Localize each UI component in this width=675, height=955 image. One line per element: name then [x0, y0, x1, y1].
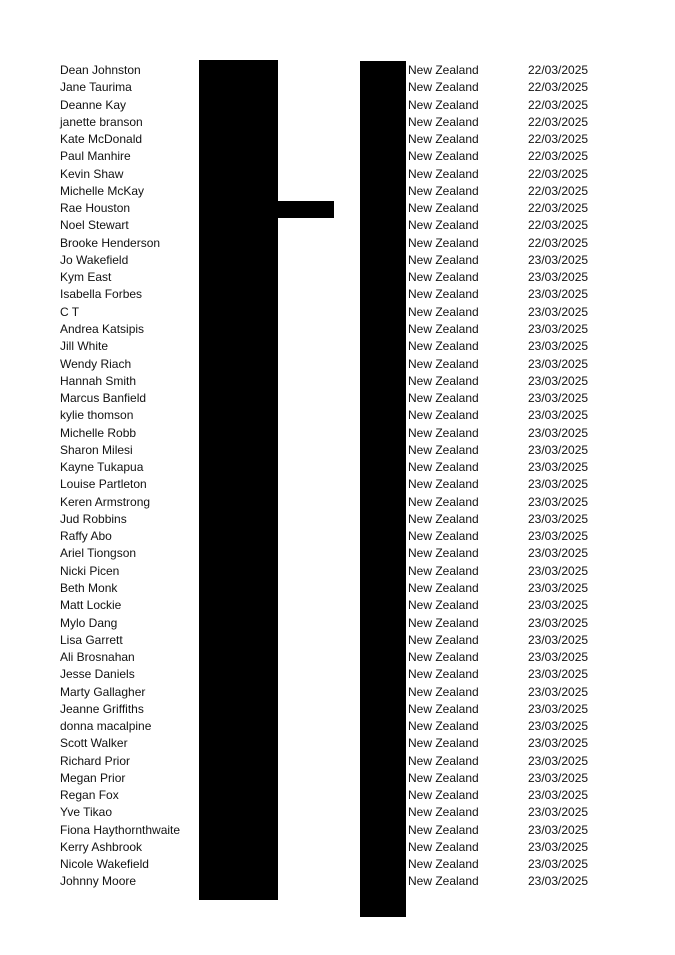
name-cell: Beth Monk: [60, 580, 118, 595]
country-cell: New Zealand: [408, 218, 479, 233]
country-cell: New Zealand: [408, 684, 479, 699]
name-cell: Deanne Kay: [60, 97, 127, 112]
table-row: [0, 425, 675, 442]
country-cell: New Zealand: [408, 494, 479, 509]
date-cell: 23/03/2025: [528, 270, 589, 285]
name-cell: Jud Robbins: [60, 511, 127, 526]
name-cell: Raffy Abo: [60, 529, 112, 544]
table-row: [0, 269, 675, 286]
country-cell: New Zealand: [408, 201, 479, 216]
date-cell: 22/03/2025: [528, 218, 589, 233]
country-cell: New Zealand: [408, 339, 479, 354]
date-cell: 23/03/2025: [528, 494, 589, 509]
table-row: [0, 753, 675, 770]
country-cell: New Zealand: [408, 753, 479, 768]
entry-list: [0, 62, 675, 891]
table-row: [0, 615, 675, 632]
name-cell: Kym East: [60, 270, 112, 285]
date-cell: 22/03/2025: [528, 183, 589, 198]
country-cell: New Zealand: [408, 615, 479, 630]
name-cell: Marty Gallagher: [60, 684, 146, 699]
name-cell: Sharon Milesi: [60, 442, 133, 457]
date-cell: 23/03/2025: [528, 822, 589, 837]
country-cell: New Zealand: [408, 839, 479, 854]
name-cell: Lisa Garrett: [60, 632, 123, 647]
date-cell: 23/03/2025: [528, 425, 589, 440]
date-cell: 22/03/2025: [528, 80, 589, 95]
date-cell: 23/03/2025: [528, 753, 589, 768]
date-cell: 23/03/2025: [528, 546, 589, 561]
country-cell: New Zealand: [408, 252, 479, 267]
country-cell: New Zealand: [408, 183, 479, 198]
table-row: [0, 666, 675, 683]
name-cell: Rae Houston: [60, 201, 131, 216]
country-cell: New Zealand: [408, 270, 479, 285]
country-cell: New Zealand: [408, 97, 479, 112]
table-row: [0, 684, 675, 701]
table-row: [0, 321, 675, 338]
name-cell: Jill White: [60, 339, 109, 354]
country-cell: New Zealand: [408, 373, 479, 388]
country-cell: New Zealand: [408, 546, 479, 561]
name-cell: Wendy Riach: [60, 356, 132, 371]
table-row: [0, 511, 675, 528]
country-cell: New Zealand: [408, 80, 479, 95]
name-cell: Jane Taurima: [60, 80, 132, 95]
name-cell: Keren Armstrong: [60, 494, 151, 509]
country-cell: New Zealand: [408, 770, 479, 785]
country-cell: New Zealand: [408, 632, 479, 647]
table-row: [0, 476, 675, 493]
name-cell: Isabella Forbes: [60, 287, 143, 302]
country-cell: New Zealand: [408, 736, 479, 751]
date-cell: 23/03/2025: [528, 477, 589, 492]
table-row: [0, 304, 675, 321]
date-cell: 22/03/2025: [528, 201, 589, 216]
country-cell: New Zealand: [408, 460, 479, 475]
date-cell: 23/03/2025: [528, 857, 589, 872]
name-cell: Regan Fox: [60, 788, 119, 803]
table-row: [0, 183, 675, 200]
name-cell: Michelle McKay: [60, 183, 145, 198]
country-cell: New Zealand: [408, 598, 479, 613]
country-cell: New Zealand: [408, 529, 479, 544]
name-cell: Noel Stewart: [60, 218, 129, 233]
country-cell: New Zealand: [408, 874, 479, 889]
country-cell: New Zealand: [408, 425, 479, 440]
country-cell: New Zealand: [408, 63, 479, 77]
table-row: [0, 166, 675, 183]
country-cell: New Zealand: [408, 304, 479, 319]
date-cell: 23/03/2025: [528, 339, 589, 354]
name-cell: Yve Tikao: [60, 805, 113, 820]
date-cell: 23/03/2025: [528, 563, 589, 578]
name-cell: Jo Wakefield: [60, 252, 129, 267]
name-cell: Marcus Banfield: [60, 391, 147, 406]
country-cell: New Zealand: [408, 356, 479, 371]
table-row: [0, 407, 675, 424]
table-row: [0, 804, 675, 821]
table-row: [0, 545, 675, 562]
name-cell: Michelle Robb: [60, 425, 137, 440]
country-cell: New Zealand: [408, 805, 479, 820]
name-cell: Dean Johnston: [60, 63, 141, 77]
date-cell: 23/03/2025: [528, 598, 589, 613]
country-cell: New Zealand: [408, 132, 479, 147]
date-cell: 23/03/2025: [528, 839, 589, 854]
country-cell: New Zealand: [408, 788, 479, 803]
table-row: [0, 131, 675, 148]
date-cell: 23/03/2025: [528, 615, 589, 630]
table-row: [0, 787, 675, 804]
date-cell: 23/03/2025: [528, 736, 589, 751]
table-row: [0, 286, 675, 303]
name-cell: Paul Manhire: [60, 149, 131, 164]
name-cell: Hannah Smith: [60, 373, 137, 388]
country-cell: New Zealand: [408, 149, 479, 164]
table-row: [0, 822, 675, 839]
table-row: [0, 856, 675, 873]
date-cell: 22/03/2025: [528, 235, 589, 250]
country-cell: New Zealand: [408, 580, 479, 595]
country-cell: New Zealand: [408, 719, 479, 734]
table-row: [0, 649, 675, 666]
date-cell: 23/03/2025: [528, 632, 589, 647]
country-cell: New Zealand: [408, 442, 479, 457]
name-cell: Scott Walker: [60, 736, 128, 751]
date-cell: 23/03/2025: [528, 373, 589, 388]
name-cell: Kevin Shaw: [60, 166, 124, 181]
name-cell: Andrea Katsipis: [60, 321, 145, 336]
name-cell: donna macalpine: [60, 719, 152, 734]
table-row: [0, 338, 675, 355]
country-cell: New Zealand: [408, 166, 479, 181]
name-cell: Ariel Tiongson: [60, 546, 137, 561]
name-cell: C T: [60, 304, 80, 319]
date-cell: 23/03/2025: [528, 321, 589, 336]
table-row: [0, 701, 675, 718]
name-cell: Richard Prior: [60, 753, 131, 768]
date-cell: 23/03/2025: [528, 805, 589, 820]
table-row: [0, 873, 675, 890]
date-cell: 23/03/2025: [528, 770, 589, 785]
name-cell: Brooke Henderson: [60, 235, 161, 250]
name-cell: Matt Lockie: [60, 598, 122, 613]
date-cell: 23/03/2025: [528, 701, 589, 716]
name-cell: Jesse Daniels: [60, 667, 135, 682]
date-cell: 23/03/2025: [528, 511, 589, 526]
table-row: [0, 735, 675, 752]
date-cell: 23/03/2025: [528, 252, 589, 267]
date-cell: 23/03/2025: [528, 719, 589, 734]
table-row: [0, 580, 675, 597]
name-cell: Nicki Picen: [60, 563, 120, 578]
date-cell: 23/03/2025: [528, 529, 589, 544]
name-cell: Louise Partleton: [60, 477, 147, 492]
table-row: [0, 62, 675, 79]
date-cell: 23/03/2025: [528, 580, 589, 595]
name-cell: Ali Brosnahan: [60, 650, 135, 665]
table-row: [0, 718, 675, 735]
table-row: [0, 563, 675, 580]
country-cell: New Zealand: [408, 701, 479, 716]
name-cell: Nicole Wakefield: [60, 857, 149, 872]
name-cell: Kate McDonald: [60, 132, 143, 147]
name-cell: Jeanne Griffiths: [60, 701, 144, 716]
date-cell: 23/03/2025: [528, 684, 589, 699]
date-cell: 22/03/2025: [528, 114, 589, 129]
name-cell: Kayne Tukapua: [60, 460, 144, 475]
date-cell: 23/03/2025: [528, 356, 589, 371]
table-row: [0, 390, 675, 407]
date-cell: 22/03/2025: [528, 149, 589, 164]
name-cell: Fiona Haythornthwaite: [60, 822, 181, 837]
date-cell: 23/03/2025: [528, 287, 589, 302]
date-cell: 22/03/2025: [528, 166, 589, 181]
date-cell: 23/03/2025: [528, 408, 589, 423]
table-row: [0, 252, 675, 269]
country-cell: New Zealand: [408, 477, 479, 492]
name-cell: Mylo Dang: [60, 615, 118, 630]
country-cell: New Zealand: [408, 511, 479, 526]
date-cell: 23/03/2025: [528, 667, 589, 682]
table-row: [0, 200, 675, 217]
date-cell: 23/03/2025: [528, 874, 589, 889]
country-cell: New Zealand: [408, 822, 479, 837]
name-cell: Johnny Moore: [60, 874, 137, 889]
name-cell: kylie thomson: [60, 408, 134, 423]
table-row: [0, 79, 675, 96]
date-cell: 22/03/2025: [528, 63, 589, 77]
country-cell: New Zealand: [408, 408, 479, 423]
table-row: [0, 114, 675, 131]
table-row: [0, 770, 675, 787]
name-cell: janette branson: [60, 114, 143, 129]
name-cell: Megan Prior: [60, 770, 126, 785]
date-cell: 23/03/2025: [528, 391, 589, 406]
country-cell: New Zealand: [408, 391, 479, 406]
table-row: [0, 597, 675, 614]
table-row: [0, 373, 675, 390]
date-cell: 23/03/2025: [528, 304, 589, 319]
date-cell: 23/03/2025: [528, 460, 589, 475]
date-cell: 23/03/2025: [528, 442, 589, 457]
table-row: [0, 148, 675, 165]
country-cell: New Zealand: [408, 114, 479, 129]
country-cell: New Zealand: [408, 563, 479, 578]
table-row: [0, 528, 675, 545]
country-cell: New Zealand: [408, 235, 479, 250]
country-cell: New Zealand: [408, 650, 479, 665]
table-row: [0, 459, 675, 476]
date-cell: 23/03/2025: [528, 650, 589, 665]
date-cell: 23/03/2025: [528, 788, 589, 803]
name-cell: Kerry Ashbrook: [60, 839, 143, 854]
table-row: [0, 632, 675, 649]
date-cell: 22/03/2025: [528, 132, 589, 147]
table-row: [0, 235, 675, 252]
table-row: [0, 839, 675, 856]
table-row: [0, 217, 675, 234]
country-cell: New Zealand: [408, 321, 479, 336]
table-row: [0, 494, 675, 511]
country-cell: New Zealand: [408, 287, 479, 302]
table-row: [0, 356, 675, 373]
table-row: [0, 97, 675, 114]
table-row: [0, 442, 675, 459]
country-cell: New Zealand: [408, 857, 479, 872]
date-cell: 22/03/2025: [528, 97, 589, 112]
country-cell: New Zealand: [408, 667, 479, 682]
